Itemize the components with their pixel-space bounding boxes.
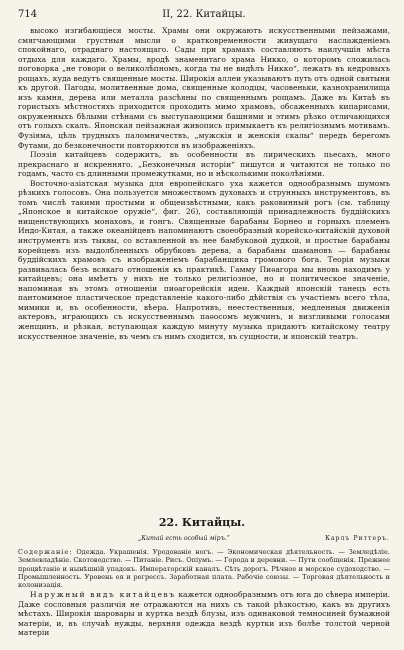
chapter-summary [18,548,390,589]
page-header [18,9,390,23]
main-text [18,26,390,341]
lead-text: кажется однообразнымъ отъ юга до сѣвера имперіи. Даже сословныя различія не отражаются на нихъ съ такой рѣзкостью, какъ въ другихъ мѣстахъ. Широкія шаровары и куртка вездѣ блузы, изъ одинаковой темносиней бумажной матеріи, и, въ случаѣ нужды, верхняя одежда вездѣ куртки изъ болѣе толстой черной матеріи [18,590,390,638]
epigraph-quote: „Китай есть особый міръ.“ [138,535,230,542]
paragraph-appearance [18,590,390,638]
page-number: 714 [18,9,38,20]
epigraph-author: Карлъ Риттеръ. [325,535,390,542]
epigraph [18,535,390,545]
running-title: II, 22. Китайцы. [162,9,246,20]
lead-spaced-words: Наружный видъ китайцевъ [30,590,176,599]
paragraph-temples: высоко изгибающіеся мосты. Храмы они окружаютъ искусственными пейзажами, смягчающими грустныя мысли о кратковременности живущаго наслажденіемъ спокойнаго, отраднаго настоящаго. Сады при храмахъ составляютъ наилучшія мѣста отдыха для каждаго. Храмы, вродѣ знаменитаго храма Никко, о которомъ сложилась поговорка „не говори о великолѣпномъ, когда ты не видѣлъ Никко“, лежатъ въ кедровыхъ рощахъ, куда ведутъ священные мосты. Широкія аллеи указываютъ путь отъ одной святыни къ другой. Пагоды, молитвенные дома, священные колодцы, часовеньки, казнохранилища изъ камня, дерева или металла разсѣяны по священнымъ рощамъ. Даже въ Китаѣ въ гористыхъ мѣстностяхъ приходится проходить мимо храмовъ, обсаженныхъ кипарисами, окруженныхъ бѣлыми стѣнами съ выступающими башнями и этимъ рѣзко отличающихся отъ голыхъ скалъ. Японская пейзажная живопись примыкаетъ къ религіознымъ мотивамъ. Фузіяма, цѣль трудныхъ паломничествъ, „мужскія и женскія скалы“ передъ берегомъ Футами, до безконечности повторяются въ изображеніяхъ. [18,26,390,150]
summary-text: Одежда. Украшенія. Уродованіе ногъ. — Экономическая дѣятельность. — Земледѣліе. Землевладѣніе. Скотоводство. — Питаніе. Рисъ. Опіумъ. — Города и деревни. — Пути сообщенія. Прежнее процвѣтаніе и нынѣшній упадокъ. Императорскій каналъ. Сѣть дорогъ. Рѣчное и морское судоходство. — Промышленность. Уровень ея и регрессъ. Заработная плата. Рабочіе союзы. — Торговая дѣятельность и колонизація. [18,548,390,590]
summary-label: Содержаніе: [18,548,73,556]
paragraph-music: Восточно-азіатская музыка для европейскаго уха кажется однообразнымъ шумомъ рѣзкихъ голосовъ. Она пользуется множествомъ духовыхъ и струнныхъ инструментовъ, въ томъ числѣ такими простыми и общеизвѣстными, какъ раковинный рогъ (см. таблицу „Японское и китайское оружіе“, фиг. 26), составляющій принадлежность буддійскихъ нищенствующихъ монаховъ, и гонгъ. Священные барабаны Борнео и горныхъ племенъ Индо-Китая, а также океанійцевъ напоминаютъ своеобразный корейско-китайскій духовой инструментъ изъ тыквы, со вставленной въ нее бамбуковой дудкой, и простые барабаны корейцевъ изъ выдолбленныхъ обрубковъ дерева, а барабаны шамановъ — барабаны буддійскихъ храмовъ съ изображеніемъ барабанщика громового бога. Теорія музыки развивалась безъ всякаго отношенія къ практикѣ. Гамму Пиѳагора мы вновь находимъ у китайцевъ; она имѣетъ у нихъ не только религіозное, но и политическое значеніе, напоминая въ этомъ отношеніи пиѳагорейскія идеи. Каждый японскій танецъ есть пантомимное пластическое представленіе какого-либо дѣйствія съ участіемъ всего тѣла, мимики и, въ особенности, вѣера. Напротивъ, неестественныя, медленныя движенія актеровъ, играющихъ съ искусственнымъ паѳосомъ мужчинъ, и визгливыми голосами женщинъ, и рѣзкая, вступающая каждую минуту музыка придаютъ китайскому театру искусственное значеніе, въ чемъ съ нимъ сходится, въ сущности, и японскій театръ. [18,178,390,341]
chapter-title: 22. Китайцы. [158,516,246,529]
paragraph-poetry: Поэзія китайцевъ содержитъ, въ особенности въ лирическихъ пьесахъ, много прекраснаго и искренняго. „Безконечныя исторіи“ пишутся и читаются не только по годамъ, часто съ длинными промежутками, но и нѣсколькими поколѣніями. [18,150,390,179]
